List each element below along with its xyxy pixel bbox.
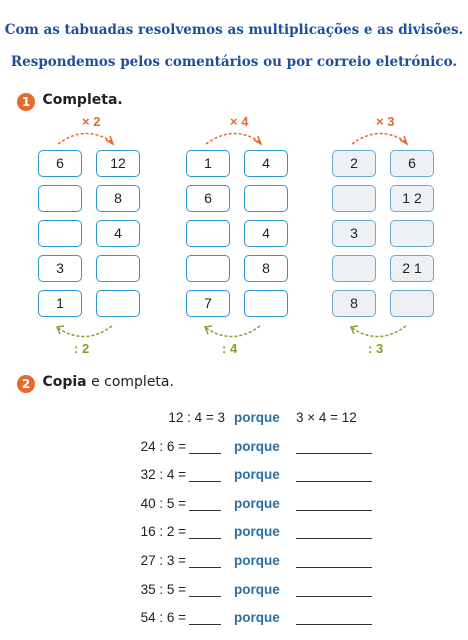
input-box-left[interactable] — [186, 255, 230, 282]
input-box-left[interactable] — [332, 185, 376, 212]
header-line-2: Respondemos pelos comentários ou por correio eletrónico. — [10, 54, 458, 70]
input-box-right[interactable]: 4 — [244, 150, 288, 177]
quotient-blank[interactable] — [189, 538, 221, 539]
answer-blank[interactable] — [296, 538, 372, 539]
exercise-row — [0, 410, 468, 430]
input-box-left[interactable]: 6 — [38, 150, 82, 177]
input-box-left[interactable]: 3 — [38, 255, 82, 282]
division-expression: 24 : 6 = — [140, 438, 186, 454]
input-box-right[interactable]: 8 — [244, 255, 288, 282]
exercise-row — [0, 582, 468, 602]
input-box-right[interactable]: 1 2 — [390, 185, 434, 212]
answer-blank[interactable] — [296, 596, 372, 597]
porque-label: porque — [234, 438, 280, 454]
input-box-left[interactable]: 1 — [186, 150, 230, 177]
division-expression: 40 : 5 = — [140, 495, 186, 511]
section-2-number-badge: 2 — [17, 375, 35, 393]
multiply-label: × 4 — [230, 114, 249, 129]
divide-arrow-icon — [50, 322, 120, 342]
porque-label: porque — [234, 495, 280, 511]
answer-blank[interactable] — [296, 624, 372, 625]
input-box-right[interactable] — [96, 255, 140, 282]
section-1-title — [17, 92, 123, 111]
section-2-title — [17, 374, 174, 393]
input-box-right[interactable]: 12 — [96, 150, 140, 177]
input-box-left[interactable]: 1 — [38, 290, 82, 317]
input-box-right[interactable] — [244, 185, 288, 212]
input-box-right[interactable]: 8 — [96, 185, 140, 212]
input-box-left[interactable]: 3 — [332, 220, 376, 247]
porque-label: porque — [234, 581, 280, 597]
input-box-right[interactable] — [96, 290, 140, 317]
section-1-number-badge: 1 — [17, 93, 35, 111]
input-box-right[interactable] — [390, 290, 434, 317]
answer-blank[interactable] — [296, 510, 372, 511]
input-box-left[interactable] — [38, 220, 82, 247]
answer-blank[interactable] — [296, 567, 372, 568]
input-box-left[interactable]: 2 — [332, 150, 376, 177]
multiply-label: × 3 — [376, 114, 395, 129]
section-2-instruction-bold: Copia — [42, 374, 87, 390]
input-box-right[interactable]: 4 — [244, 220, 288, 247]
divide-arrow-icon — [198, 322, 268, 342]
section-1-instruction: Completa. — [42, 92, 123, 108]
input-box-left[interactable]: 6 — [186, 185, 230, 212]
porque-label: porque — [234, 553, 280, 568]
input-box-right[interactable] — [390, 220, 434, 247]
quotient-blank[interactable] — [189, 624, 221, 625]
input-box-right[interactable]: 6 — [390, 150, 434, 177]
division-expression: 16 : 2 = — [140, 524, 186, 540]
exercise-row — [0, 553, 468, 573]
exercise-row — [0, 467, 468, 487]
input-box-left[interactable] — [38, 185, 82, 212]
input-box-left[interactable] — [332, 255, 376, 282]
input-box-left[interactable]: 8 — [332, 290, 376, 317]
quotient-blank[interactable] — [189, 481, 221, 482]
quotient-blank[interactable] — [189, 596, 221, 597]
multiply-arrow-icon — [344, 128, 414, 148]
division-expression: 27 : 3 = — [140, 553, 186, 568]
multiply-arrow-icon — [50, 128, 120, 148]
answer-blank[interactable] — [296, 481, 372, 482]
answer-blank[interactable] — [296, 453, 372, 454]
quotient-blank[interactable] — [189, 510, 221, 511]
division-expression: 32 : 4 = — [140, 467, 186, 483]
division-expression: 54 : 6 = — [140, 610, 186, 626]
input-box-right[interactable]: 2 1 — [390, 255, 434, 282]
multiply-label: × 2 — [82, 114, 101, 129]
exercise-row — [0, 496, 468, 516]
porque-label: porque — [234, 467, 280, 483]
divide-label: : 2 — [74, 341, 90, 356]
answer-text: 3 × 4 = 12 — [296, 410, 357, 425]
multiply-arrow-icon — [198, 128, 268, 148]
input-box-left[interactable] — [186, 220, 230, 247]
porque-label: porque — [234, 610, 280, 626]
input-box-left[interactable]: 7 — [186, 290, 230, 317]
section-2-instruction-rest: e completa. — [86, 374, 174, 390]
exercise-row — [0, 524, 468, 544]
exercise-row — [0, 439, 468, 459]
porque-label: porque — [234, 524, 280, 540]
porque-label: porque — [234, 410, 280, 425]
divide-label: : 3 — [368, 341, 384, 356]
division-expression: 12 : 4 = 3 — [168, 410, 225, 425]
division-expression: 35 : 5 = — [140, 581, 186, 597]
quotient-blank[interactable] — [189, 453, 221, 454]
divide-arrow-icon — [344, 322, 414, 342]
header-line-1: Com as tabuadas resolvemos as multiplicações e as divisões. — [4, 22, 464, 38]
input-box-right[interactable]: 4 — [96, 220, 140, 247]
quotient-blank[interactable] — [189, 567, 221, 568]
input-box-right[interactable] — [244, 290, 288, 317]
divide-label: : 4 — [222, 341, 238, 356]
exercise-row — [0, 610, 468, 630]
